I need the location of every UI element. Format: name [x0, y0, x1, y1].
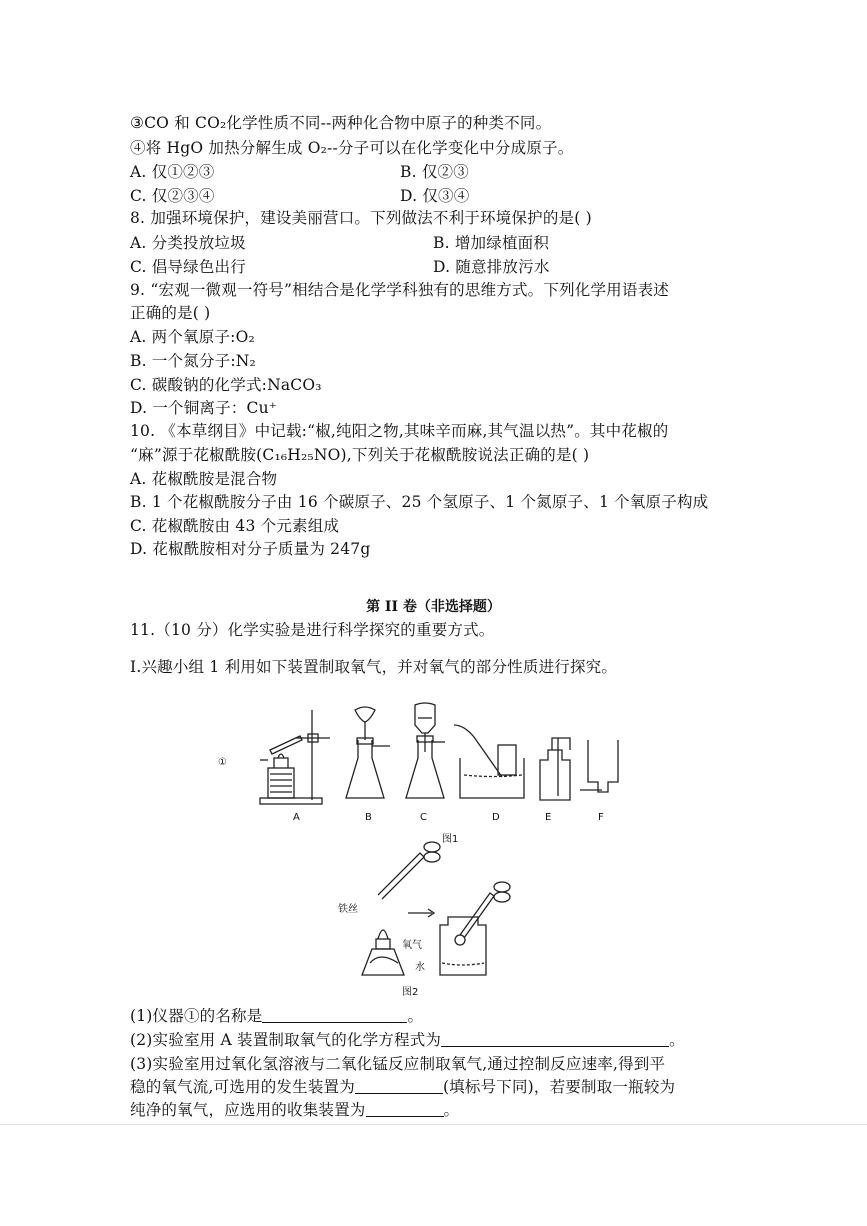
label-water: 水	[415, 962, 425, 973]
crucible-tongs-left	[378, 842, 440, 899]
q10-stem-line1: 10. 《本草纲目》中记载:“椒,纯阳之物,其味辛而麻,其气温以热”。其中花椒的	[130, 422, 669, 440]
sub-question-3-line2: 稳的氧气流,可选用的发生装置为 (填标号下同)，若要制取一瓶较为	[130, 1078, 676, 1096]
statement-4: ④将 HgO 加热分解生成 O₂--分子可以在化学变化中分成原子。	[130, 139, 574, 157]
q7-options-row2	[130, 185, 470, 207]
q8-options-row2	[130, 256, 550, 278]
q8-stem: 8. 加强环境保护，建设美丽营口。下列做法不利于环境保护的是( )	[130, 209, 592, 227]
q8-option-c[interactable]: C. 倡导绿色出行	[130, 258, 246, 276]
apparatus-b	[346, 707, 390, 798]
alcohol-lamp	[362, 930, 404, 975]
q8-option-b[interactable]: B. 增加绿植面积	[433, 234, 550, 252]
q9-option-d[interactable]: D. 一个铜离子：Cu⁺	[130, 399, 278, 417]
apparatus-f	[580, 740, 618, 792]
section-title: 第 II 卷（非选择题）	[366, 599, 501, 615]
q9-stem-line1: 9. “宏观一微观一符号”相结合是化学学科独有的思维方式。下列化学用语表述	[130, 281, 669, 299]
part1-intro: Ⅰ.兴趣小组 1 利用如下装置制取氧气，并对氧气的部分性质进行探究。	[130, 658, 618, 676]
figure1-label-c: C	[420, 812, 427, 823]
figure1-caption: 图1	[442, 834, 459, 845]
q8-option-d[interactable]: D. 随意排放污水	[433, 258, 550, 276]
figure2-apparatus	[340, 835, 540, 985]
q9-option-c[interactable]: C. 碳酸钠的化学式:NaCO₃	[130, 376, 322, 394]
sub-question-1: (1)仪器①的名称是 。	[130, 1007, 424, 1025]
gas-bottle	[440, 917, 486, 975]
figure1-label-a: A	[293, 812, 300, 823]
q10-option-c[interactable]: C. 花椒酰胺由 43 个元素组成	[130, 517, 340, 535]
label-iron-wire: 铁丝	[338, 904, 358, 915]
figure1-label-d: D	[492, 812, 500, 823]
crucible-tongs-right	[460, 882, 510, 938]
q7-option-b[interactable]: B. 仅②③	[400, 163, 469, 181]
label-oxygen: 氧气	[402, 940, 422, 951]
apparatus-c	[406, 703, 445, 798]
answer-blank-2[interactable]	[441, 1030, 669, 1047]
apparatus-d	[454, 725, 524, 798]
q10-option-b[interactable]: B. 1 个花椒酰胺分子由 16 个碳原子、25 个氢原子、1 个氮原子、1 个氧原子构成	[130, 493, 709, 511]
sub-question-2: (2)实验室用 A 装置制取氧气的化学方程式为 。	[130, 1031, 685, 1049]
q7-option-d[interactable]: D. 仅③④	[400, 187, 470, 205]
figure1-apparatus	[240, 700, 630, 810]
q8-option-a[interactable]: A. 分类投放垃圾	[130, 234, 246, 252]
q9-stem-line2: 正确的是( )	[130, 304, 211, 322]
q10-option-d[interactable]: D. 花椒酰胺相对分子质量为 247g	[130, 540, 371, 558]
q9-option-a[interactable]: A. 两个氧原子:O₂	[130, 328, 255, 346]
q7-option-a[interactable]: A. 仅①②③	[130, 163, 215, 181]
answer-blank-1[interactable]	[262, 1006, 407, 1023]
sub-question-3-line3: 纯净的氧气，应选用的收集装置为 。	[130, 1101, 460, 1119]
q7-option-c[interactable]: C. 仅②③④	[130, 187, 215, 205]
figure2-caption: 图2	[402, 987, 419, 998]
answer-blank-3a[interactable]	[355, 1077, 443, 1094]
q9-option-b[interactable]: B. 一个氮分子:N₂	[130, 352, 256, 370]
q8-options-row1	[130, 232, 550, 254]
figure1-label-b: B	[365, 812, 372, 823]
statement-3: ③CO 和 CO₂化学性质不同--两种化合物中原子的种类不同。	[130, 114, 552, 132]
apparatus-e	[540, 738, 570, 800]
page-divider	[0, 1124, 867, 1125]
q11-stem: 11.（10 分）化学实验是进行科学探究的重要方式。	[130, 621, 495, 639]
sub-question-3-line1: (3)实验室用过氧化氢溶液与二氧化锰反应制取氧气,通过控制反应速率,得到平	[130, 1055, 666, 1073]
figure1-marker: ①	[218, 757, 227, 768]
q10-option-a[interactable]: A. 花椒酰胺是混合物	[130, 470, 278, 488]
answer-blank-3b[interactable]	[366, 1100, 444, 1117]
q7-options-row1	[130, 161, 469, 183]
figure1-label-e: E	[545, 812, 552, 823]
figure1-label-f: F	[598, 812, 604, 823]
apparatus-a	[260, 710, 330, 804]
q10-stem-line2: “麻”源于花椒酰胺(C₁₆H₂₅NO),下列关于花椒酰胺说法正确的是( )	[130, 446, 590, 464]
